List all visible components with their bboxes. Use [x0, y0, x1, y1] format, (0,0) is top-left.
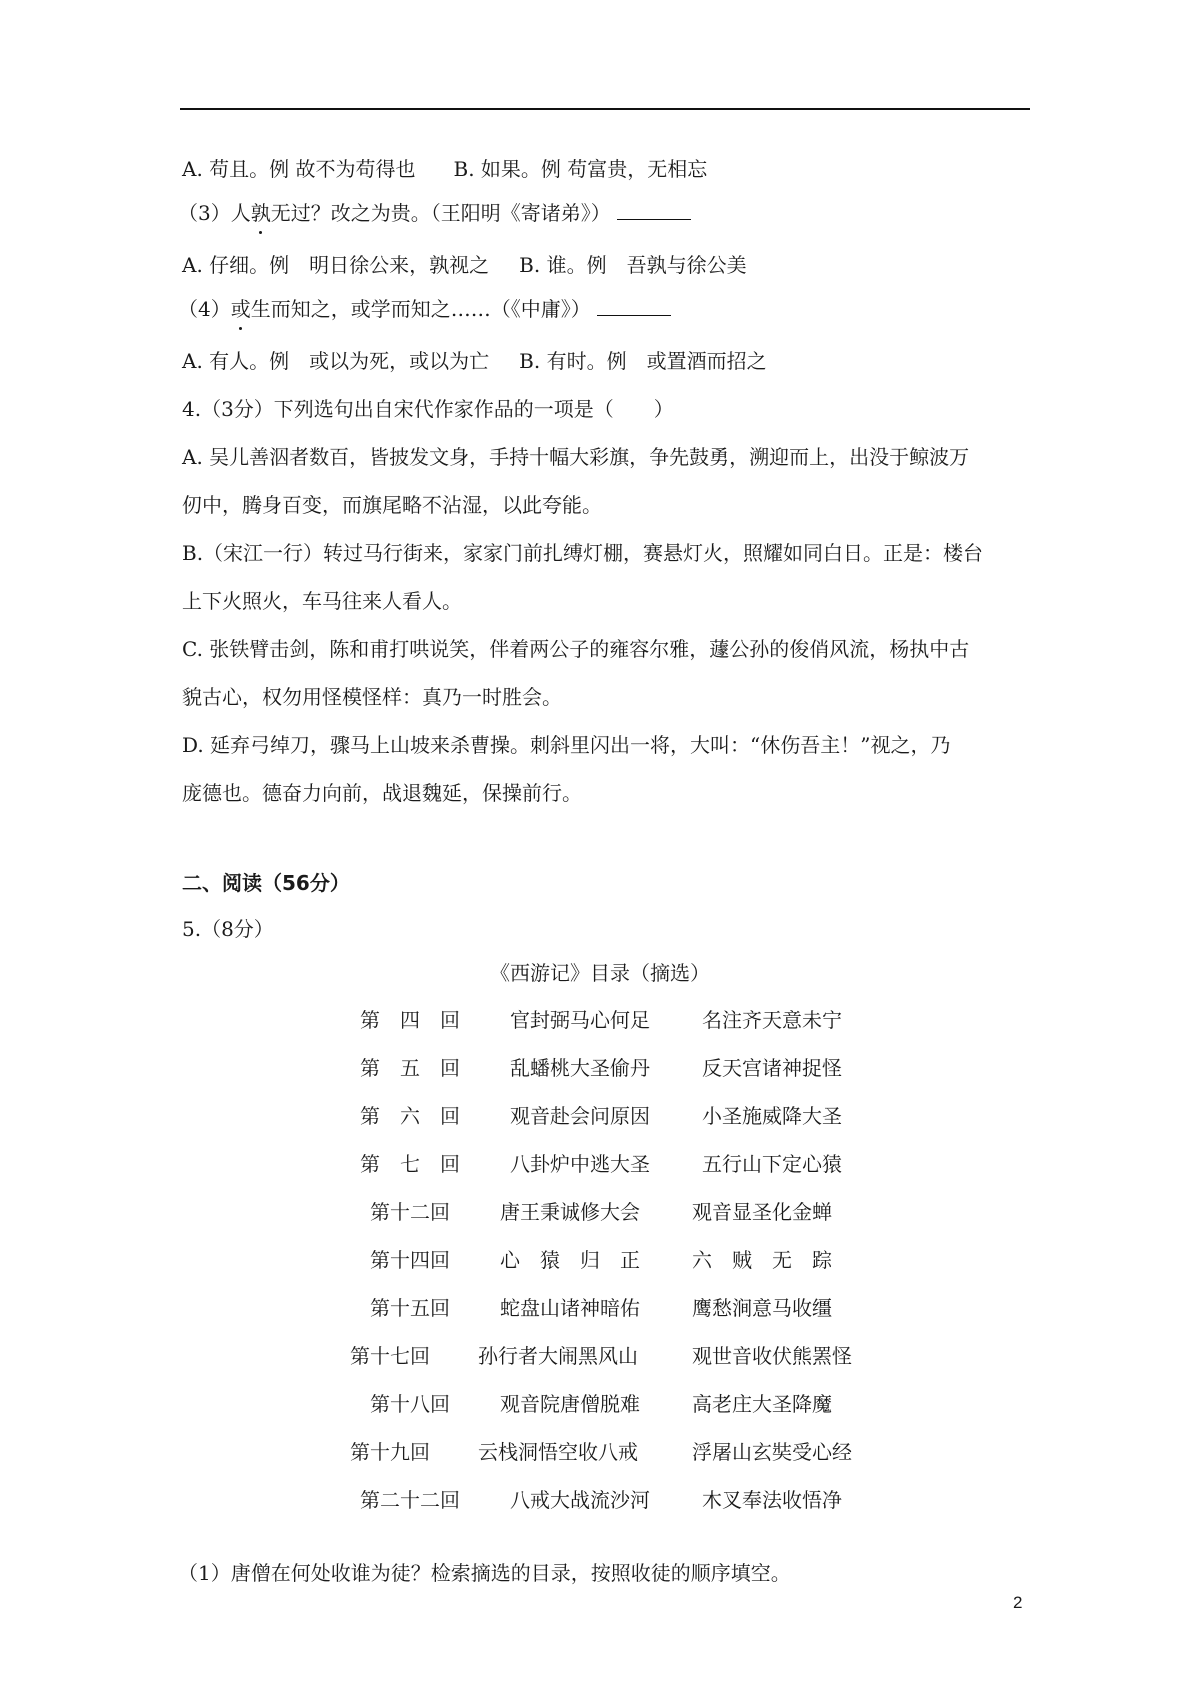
toc-title-first: 蛇盘山诸神暗佑 — [500, 1296, 640, 1320]
option-b: B. 谁。例 吾孰与徐公美 — [519, 253, 747, 277]
page-number: 2 — [1013, 1593, 1023, 1612]
toc-title-first: 观音赴会问原因 — [510, 1104, 650, 1128]
toc-title-first: 孙行者大闹黑风山 — [478, 1344, 638, 1368]
question-stem: 4.（3分）下列选句出自宋代作家作品的一项是（ ） — [182, 397, 674, 421]
toc-chapter-number: 第十八回 — [370, 1392, 450, 1416]
toc-chapter-number: 第十四回 — [370, 1248, 450, 1272]
answer-blank[interactable] — [617, 201, 691, 220]
emphasis-char: 或 — [230, 297, 251, 321]
toc-title-first: 官封弼马心何足 — [510, 1008, 650, 1032]
choice-b-cont: 上下火照火，车马往来人看人。 — [182, 589, 462, 613]
choice-a-cont: 仞中，腾身百变，而旗尾略不沾湿，以此夸能。 — [182, 493, 602, 517]
toc-title-second: 反天宫诸神捉怪 — [702, 1056, 842, 1080]
toc-title-first: 观音院唐僧脱难 — [500, 1392, 640, 1416]
option-line — [182, 252, 747, 278]
choice-d: D. 延弃弓绰刀，骤马上山坡来杀曹操。刺斜里闪出一将，大叫：“休伤吾主！”视之，乃 — [182, 733, 951, 757]
question-item: （3）人孰无过？改之为贵。（王阳明《寄诸弟》） — [178, 200, 691, 226]
toc-chapter-number: 第十九回 — [350, 1440, 430, 1464]
toc-title-second: 五行山下定心猿 — [702, 1152, 842, 1176]
toc-title-second: 六 贼 无 踪 — [692, 1248, 832, 1272]
choice-b: B.（宋江一行）转过马行街来，家家门前扎缚灯棚，赛悬灯火，照耀如同白日。正是：楼台 — [182, 541, 984, 565]
toc-title-second: 名注齐天意未宁 — [702, 1008, 842, 1032]
header-rule — [180, 108, 1030, 110]
option-line — [182, 348, 767, 374]
option-a: A. 苟且。例 故不为苟得也 — [182, 157, 416, 181]
toc-chapter-number: 第十七回 — [350, 1344, 430, 1368]
answer-blank[interactable] — [597, 297, 671, 316]
toc-title-first: 云栈洞悟空收八戒 — [478, 1440, 638, 1464]
toc-title-second: 浮屠山玄奘受心经 — [692, 1440, 852, 1464]
toc-title-second: 观世音收伏熊罴怪 — [692, 1344, 852, 1368]
option-a: A. 有人。例 或以为死，或以为亡 — [182, 349, 490, 373]
toc-title-second: 鹰愁涧意马收缰 — [692, 1296, 832, 1320]
toc-title-second: 木叉奉法收悟净 — [702, 1488, 842, 1512]
toc-title-first: 唐王秉诚修大会 — [500, 1200, 640, 1224]
question-item: （4）或生而知之，或学而知之……（《中庸》） — [178, 296, 671, 322]
section-heading: 二、阅读（56分） — [182, 871, 350, 895]
toc-title-second: 高老庄大圣降魔 — [692, 1392, 832, 1416]
option-b: B. 如果。例 苟富贵，无相忘 — [453, 157, 708, 181]
toc-title-second: 观音显圣化金蝉 — [692, 1200, 832, 1224]
emphasis-char: 孰 — [250, 201, 271, 225]
toc-title-second: 小圣施威降大圣 — [702, 1104, 842, 1128]
choice-d-cont: 庞德也。德奋力向前，战退魏延，保操前行。 — [182, 781, 582, 805]
choice-a: A. 吴儿善泅者数百，皆披发文身，手持十幅大彩旗，争先鼓勇，溯迎而上，出没于鲸波万 — [182, 445, 970, 469]
option-b: B. 有时。例 或置酒而招之 — [519, 349, 767, 373]
toc-chapter-number: 第二十二回 — [360, 1488, 460, 1512]
choice-c: C. 张铁臂击剑，陈和甫打哄说笑，伴着两公子的雍容尔雅，蘧公孙的俊俏风流，杨执中古 — [182, 637, 970, 661]
toc-title: 《西游记》目录（摘选） — [490, 961, 710, 985]
toc-title-first: 乱蟠桃大圣偷丹 — [510, 1056, 650, 1080]
choice-c-cont: 貌古心，权勿用怪模怪样：真乃一时胜会。 — [182, 685, 562, 709]
toc-title-first: 八卦炉中逃大圣 — [510, 1152, 650, 1176]
toc-chapter-number: 第 五 回 — [360, 1056, 460, 1080]
option-a: A. 仔细。例 明日徐公来，孰视之 — [182, 253, 490, 277]
toc-chapter-number: 第十五回 — [370, 1296, 450, 1320]
toc-title-first: 心 猿 归 正 — [500, 1248, 640, 1272]
option-line — [182, 156, 707, 182]
toc-chapter-number: 第 六 回 — [360, 1104, 460, 1128]
toc-title-first: 八戒大战流沙河 — [510, 1488, 650, 1512]
toc-chapter-number: 第 四 回 — [360, 1008, 460, 1032]
sub-question: （1）唐僧在何处收谁为徒？检索摘选的目录，按照收徒的顺序填空。 — [178, 1561, 791, 1585]
question-number: 5.（8分） — [182, 917, 274, 941]
toc-chapter-number: 第 七 回 — [360, 1152, 460, 1176]
toc-chapter-number: 第十二回 — [370, 1200, 450, 1224]
